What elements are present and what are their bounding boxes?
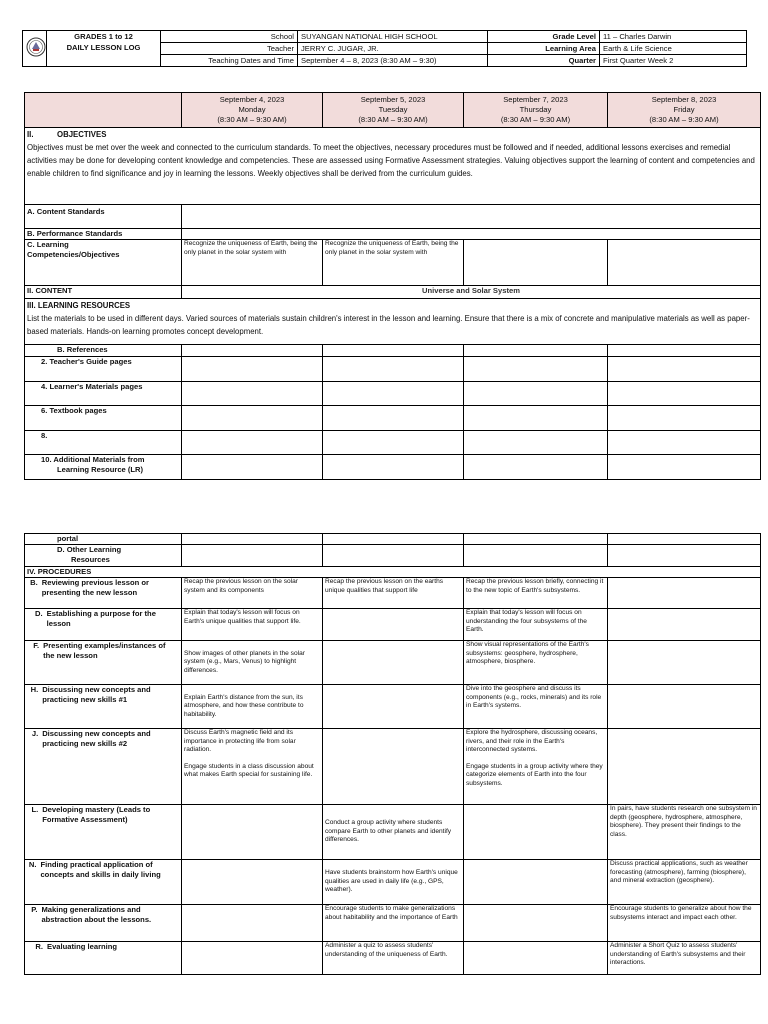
empty-cell [323, 357, 464, 382]
procedure-d-thu: Explain that today's lesson will focus on understanding the four subsystems of the Earth. [464, 609, 608, 641]
resources-section [25, 299, 761, 345]
school-value: SUYANGAN NATIONAL HIGH SCHOOL [298, 31, 488, 43]
empty-cell [182, 534, 323, 545]
procedure-f-mon [182, 641, 323, 685]
procedure-h-mon [182, 685, 323, 729]
empty-cell [464, 345, 608, 357]
teacher-label: Teacher [161, 43, 298, 55]
procedure-l-mon [182, 805, 323, 860]
mon-time: (8:30 AM – 9:30 AM) [217, 115, 287, 124]
procedure-h-thu: Dive into the geosphere and discuss its components (e.g., rocks, minerals) and its role in Earth's systems. [464, 685, 608, 729]
additional-materials-label [25, 455, 182, 480]
fri-time: (8:30 AM – 9:30 AM) [649, 115, 719, 124]
empty-cell [608, 406, 761, 431]
procedure-letter: D. [35, 609, 43, 618]
empty-cell [464, 406, 608, 431]
procedure-label-p [25, 905, 182, 942]
procedure-p-tue: Encourage students to make generalizations about habitability and the importance of Earth [323, 905, 464, 942]
procedure-d-mon: Explain that today's lesson will focus on Earth's unique qualities that support life. [182, 609, 323, 641]
objectives-text: Objectives must be met over the week and connected to the curriculum standards. To meet the objectives, necessary procedures must be followed and if needed, additional lessons exercises and remedial activities may be done for developing content knowledge and competencies. These are assessed using Formative Assessment strategies. Valuing objectives support the learning of content and competencies and enable children to find significance and joy in learning the lessons. Weekly objectives shall be derived from the curriculum guides. [27, 143, 755, 178]
resources-heading: III. LEARNING RESOURCES [27, 301, 131, 310]
content-standards-label: A. Content Standards [25, 205, 182, 229]
performance-standards-label: B. Performance Standards [25, 229, 182, 240]
procedure-r-mon [182, 942, 323, 975]
empty-cell [323, 345, 464, 357]
tg-pages-label: 2. Teacher's Guide pages [25, 357, 182, 382]
procedure-b-tue: Recap the previous lesson on the earths unique qualities that support life [323, 578, 464, 609]
procedure-f-mon-text: Show images of other planets in the solar system (e.g., Mars, Venus) to highlight differences. [184, 649, 305, 674]
empty-cell [182, 545, 323, 567]
procedures-heading: IV. PROCEDURES [25, 567, 761, 578]
procedure-label-d [25, 609, 182, 641]
procedure-n-fri: Discuss practical applications, such as weather forecasting (atmosphere), farming (biosphere), and mineral extraction (geosphere). [608, 860, 761, 905]
empty-cell [323, 382, 464, 406]
content-label: II. CONTENT [25, 286, 182, 299]
procedure-label-f [25, 641, 182, 685]
competencies-fri [608, 240, 761, 286]
procedure-l-fri: In pairs, have students research one subsystem in depth (geosphere, hydrosphere, atmosphere, biosphere). They present their findings to the class. [608, 805, 761, 860]
grade-value: 11 – Charles Darwin [600, 31, 747, 43]
deped-seal-icon [26, 33, 46, 61]
performance-standards-value [182, 229, 761, 240]
quarter-label: Quarter [488, 55, 600, 67]
fri-day: Friday [673, 105, 695, 114]
thu-time: (8:30 AM – 9:30 AM) [500, 115, 571, 124]
area-value: Earth & Life Science [600, 43, 747, 55]
empty-cell [323, 545, 464, 567]
procedure-letter: F. [33, 641, 40, 650]
procedure-label-j [25, 729, 182, 805]
teacher-value: JERRY C. JUGAR, JR. [298, 43, 488, 55]
objectives-title: OBJECTIVES [57, 130, 107, 139]
area-label: Learning Area [488, 43, 600, 55]
day-header-mon [182, 93, 323, 128]
empty-cell [608, 545, 761, 567]
competencies-tue: Recognize the uniqueness of Earth, being the only planet in the solar system with [323, 240, 464, 286]
portal-label: portal [25, 534, 182, 545]
procedure-label-l [25, 805, 182, 860]
tue-day: Tuesday [378, 105, 408, 114]
procedure-text: Finding practical application of concepts and skills in daily living [40, 860, 161, 879]
resources-text: List the materials to be used in different days. Varied sources of materials sustain children's interest in the lesson and learning. Ensure that there is a mix of concrete and manipulative materials as well as paper-based materials. Hands-on learning promotes concept development. [27, 314, 750, 336]
title-line1: GRADES 1 to 12 [74, 32, 133, 41]
procedure-letter: B. [30, 578, 38, 587]
procedure-text: Making generalizations and abstraction about the lessons. [41, 905, 152, 924]
empty-cell [464, 455, 608, 480]
other-line2: Resources [71, 555, 110, 564]
procedure-r-thu [464, 942, 608, 975]
empty-cell [323, 406, 464, 431]
day-header-tue [323, 93, 464, 128]
thu-day: Thursday [519, 105, 552, 114]
content-value: Universe and Solar System [182, 286, 761, 299]
objectives-heading [27, 128, 758, 141]
procedure-f-tue [323, 641, 464, 685]
empty-cell [608, 431, 761, 455]
dll-title [47, 31, 161, 67]
procedure-h-tue [323, 685, 464, 729]
lm-pages-label: 4. Learner's Materials pages [25, 382, 182, 406]
procedure-b-thu: Recap the previous lesson briefly, connecting it to the new topic of Earth's subsystems. [464, 578, 608, 609]
procedure-j-thu [464, 729, 608, 805]
tue-date: September 5, 2023 [360, 95, 426, 104]
procedure-letter: J. [31, 729, 39, 738]
procedure-text: Evaluating learning [47, 942, 118, 951]
other-line1: D. Other Learning [57, 545, 122, 554]
empty-cell [182, 357, 323, 382]
objectives-section [25, 128, 761, 205]
procedure-letter: N. [28, 860, 37, 869]
procedure-j-mon [182, 729, 323, 805]
thu-date: September 7, 2023 [503, 95, 568, 104]
references-label: B. References [25, 345, 182, 357]
objectives-num: II. [27, 130, 34, 139]
day-header-thu [464, 93, 608, 128]
competencies-label [25, 240, 182, 286]
procedure-text: Establishing a purpose for the lesson [46, 609, 156, 628]
lesson-table-part1 [24, 92, 761, 480]
procedure-l-thu [464, 805, 608, 860]
dates-label: Teaching Dates and Time [161, 55, 298, 67]
procedure-n-tue-text: Have students brainstorm how Earth's unique qualities are used in daily life (e.g., GPS, weather). [325, 869, 458, 894]
empty-cell [464, 357, 608, 382]
procedure-text: Reviewing previous lesson or presenting the new lesson [41, 578, 149, 597]
procedure-j-tue [323, 729, 464, 805]
procedure-l-tue [323, 805, 464, 860]
procedure-b-fri [608, 578, 761, 609]
empty-cell [323, 431, 464, 455]
content-standards-value [182, 205, 761, 229]
mon-day: Monday [238, 105, 266, 114]
textbook-pages-label: 6. Textbook pages [25, 406, 182, 431]
procedure-text: Presenting examples/instances of the new lesson [43, 641, 166, 660]
procedure-f-thu: Show visual representations of the Earth's subsystems: geosphere, hydrosphere, atmosphere, biosphere. [464, 641, 608, 685]
lesson-table-part2 [24, 533, 761, 975]
procedure-j-mon-p2: Engage students in a class discussion about what makes Earth special for sustaining life. [184, 762, 314, 779]
competencies-line1: C. Learning [27, 240, 69, 249]
empty-cell [182, 431, 323, 455]
competencies-thu [464, 240, 608, 286]
procedure-l-tue-text: Conduct a group activity where students compare Earth to other planets and identify differences. [325, 819, 452, 844]
empty-cell [608, 382, 761, 406]
procedure-text: Discussing new concepts and practicing new skills #1 [42, 685, 151, 704]
empty-cell [323, 534, 464, 545]
item-8-label: 8. [25, 431, 182, 455]
empty-cell [182, 382, 323, 406]
procedure-label-b [25, 578, 182, 609]
procedure-label-n [25, 860, 182, 905]
procedure-letter: H. [30, 685, 39, 694]
header-table [22, 30, 747, 67]
empty-cell [464, 545, 608, 567]
procedure-f-fri [608, 641, 761, 685]
procedure-letter: R. [35, 942, 43, 951]
deped-seal [23, 31, 47, 67]
procedure-j-fri [608, 729, 761, 805]
empty-cell [464, 431, 608, 455]
tue-time: (8:30 AM – 9:30 AM) [358, 115, 428, 124]
empty-cell [608, 357, 761, 382]
other-resources-label [25, 545, 182, 567]
day-header-fri [608, 93, 761, 128]
dates-value: September 4 – 8, 2023 (8:30 AM – 9:30) [298, 55, 488, 67]
procedure-h-fri [608, 685, 761, 729]
competencies-line2: Competencies/Objectives [27, 250, 120, 259]
empty-cell [464, 534, 608, 545]
procedure-letter: L. [31, 805, 39, 814]
procedure-h-mon-text: Explain Earth's distance from the sun, its atmosphere, and how these contribute to habitability. [184, 693, 304, 718]
procedure-d-tue [323, 609, 464, 641]
procedure-d-fri [608, 609, 761, 641]
procedure-text: Developing mastery (Leads to Formative Assessment) [42, 805, 151, 824]
procedure-n-mon [182, 860, 323, 905]
empty-cell [608, 345, 761, 357]
empty-cell [608, 534, 761, 545]
additional-line1: 10. Additional Materials from [41, 455, 145, 464]
procedure-label-h [25, 685, 182, 729]
procedure-p-thu [464, 905, 608, 942]
procedure-r-tue: Administer a quiz to assess students' understanding of the uniqueness of Earth. [323, 942, 464, 975]
title-line2: DAILY LESSON LOG [66, 43, 141, 52]
empty-cell [608, 455, 761, 480]
procedure-b-mon: Recap the previous lesson on the solar system and its components [182, 578, 323, 609]
empty-cell [182, 406, 323, 431]
procedure-n-thu [464, 860, 608, 905]
empty-cell [182, 455, 323, 480]
procedure-text: Discussing new concepts and practicing new skills #2 [42, 729, 151, 748]
empty-cell [323, 455, 464, 480]
procedure-p-fri: Encourage students to generalize about how the subsystems interact and impact each other. [608, 905, 761, 942]
procedure-j-thu-p1: Explore the hydrosphere, discussing oceans, rivers, and their role in the Earth's interconnected systems. [466, 729, 598, 754]
additional-line2: Learning Resource (LR) [57, 465, 144, 474]
empty-cell [464, 382, 608, 406]
procedure-r-fri: Administer a Short Quiz to assess students' understanding of Earth's subsystems and their interactions. [608, 942, 761, 975]
mon-date: September 4, 2023 [219, 95, 285, 104]
school-label: School [161, 31, 298, 43]
procedure-p-mon [182, 905, 323, 942]
procedure-j-mon-p1: Discuss Earth's magnetic field and its importance in protecting life from solar radiation. [184, 729, 296, 754]
competencies-mon: Recognize the uniqueness of Earth, being the only planet in the solar system with [182, 240, 323, 286]
day-header-blank [25, 93, 182, 128]
grade-label: Grade Level [488, 31, 600, 43]
procedure-j-thu-p2: Engage students in a group activity where they categorize elements of Earth into the four subsystems. [466, 762, 603, 787]
procedure-letter: P. [31, 905, 38, 914]
quarter-value: First Quarter Week 2 [600, 55, 747, 67]
procedure-n-tue [323, 860, 464, 905]
procedure-label-r [25, 942, 182, 975]
fri-date: September 8, 2023 [651, 95, 717, 104]
empty-cell [182, 345, 323, 357]
